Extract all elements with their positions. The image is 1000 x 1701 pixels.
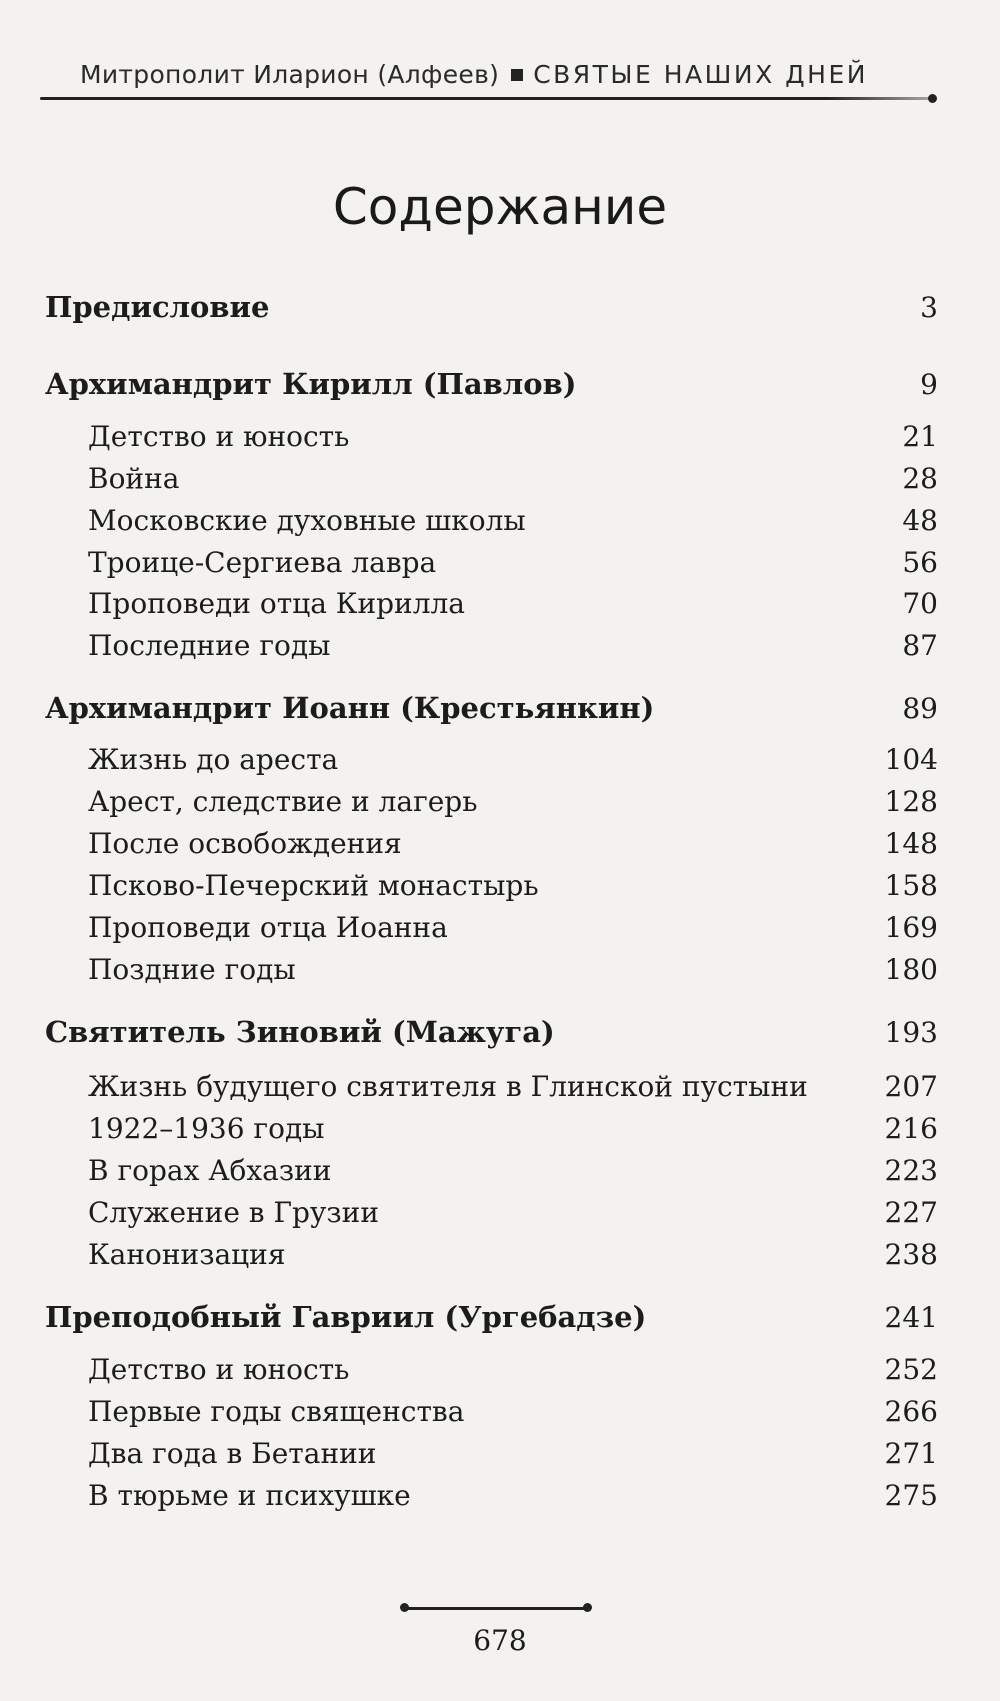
toc-chapter [0, 629, 1000, 662]
toc-chapter-title: Жизнь будущего святителя в Глинской пустыни [88, 1070, 808, 1103]
toc-chapter-page: 238 [884, 1238, 938, 1271]
toc-chapter-title: Служение в Грузии [88, 1196, 380, 1229]
toc-chapter [0, 504, 1000, 537]
toc-part-1 [0, 367, 1000, 401]
toc-chapter [0, 953, 1000, 986]
toc-chapter-page: 223 [884, 1154, 938, 1187]
toc-chapter [0, 743, 1000, 776]
toc-chapter-page: 216 [884, 1112, 938, 1145]
toc-chapter-title: Война [88, 462, 180, 495]
toc-chapter-title: Троице-Сергиева лавра [88, 546, 437, 579]
toc-chapter-title: Канонизация [88, 1238, 286, 1271]
toc-part-page: 89 [902, 692, 938, 725]
toc-chapter [0, 587, 1000, 620]
toc-chapter-title: Арест, следствие и лагерь [88, 785, 478, 818]
toc-chapter-page: 207 [884, 1070, 938, 1103]
toc-part-4 [0, 1300, 1000, 1334]
toc-part-page: 241 [884, 1301, 938, 1334]
toc-chapter-title: Псково-Печерский монастырь [88, 869, 539, 902]
toc-chapter-title: 1922–1936 годы [88, 1112, 325, 1145]
footer-rule [404, 1607, 586, 1610]
toc-chapter-page: 104 [884, 743, 938, 776]
footer-rule-dot-right [583, 1603, 592, 1612]
toc-chapter [0, 1238, 1000, 1271]
toc-chapter-page: 275 [884, 1479, 938, 1512]
toc-heading: Содержание [332, 178, 668, 236]
toc-chapter-page: 266 [884, 1395, 938, 1428]
toc-chapter-page: 128 [884, 785, 938, 818]
toc-chapter [0, 1353, 1000, 1386]
toc-chapter [0, 1112, 1000, 1145]
toc-chapter-title: Первые годы священства [88, 1395, 465, 1428]
toc-entry-preface [0, 290, 1000, 324]
toc-chapter [0, 462, 1000, 495]
toc-chapter [0, 1196, 1000, 1229]
toc-chapter-title: После освобождения [88, 827, 402, 860]
toc-chapter-page: 252 [884, 1353, 938, 1386]
toc-chapter [0, 785, 1000, 818]
toc-chapter-title: Детство и юность [88, 1353, 350, 1386]
toc-part-page: 9 [920, 368, 938, 401]
toc-chapter [0, 1395, 1000, 1428]
toc-chapter [0, 827, 1000, 860]
toc-chapter-page: 28 [902, 462, 938, 495]
toc-chapter-title: Проповеди отца Кирилла [88, 587, 465, 620]
toc-chapter-title: Проповеди отца Иоанна [88, 911, 448, 944]
toc-chapter-page: 271 [884, 1437, 938, 1470]
toc-chapter-title: В горах Абхазии [88, 1154, 332, 1187]
toc-part-title: Святитель Зиновий (Мажуга) [45, 1015, 555, 1049]
toc-part-title: Архимандрит Иоанн (Крестьянкин) [45, 691, 655, 725]
toc-chapter [0, 1437, 1000, 1470]
toc-chapter-title: Московские духовные школы [88, 504, 526, 537]
toc-part-page: 193 [884, 1016, 938, 1049]
toc-chapter-title: Два года в Бетании [88, 1437, 377, 1470]
page-number: 678 [473, 1624, 527, 1657]
toc-chapter-page: 87 [902, 629, 938, 662]
toc-chapter-page: 148 [884, 827, 938, 860]
toc-chapter-title: Последние годы [88, 629, 331, 662]
running-head-author: Митрополит Иларион (Алфеев) [80, 60, 500, 89]
toc-part-3 [0, 1015, 1000, 1049]
toc-chapter-page: 158 [884, 869, 938, 902]
toc-chapter-title: Поздние годы [88, 953, 296, 986]
toc-part-title: Архимандрит Кирилл (Павлов) [45, 367, 577, 401]
toc-chapter-page: 70 [902, 587, 938, 620]
toc-chapter-page: 48 [902, 504, 938, 537]
toc-chapter [0, 420, 1000, 453]
toc-chapter [0, 869, 1000, 902]
toc-part-2 [0, 691, 1000, 725]
toc-part-title: Преподобный Гавриил (Ургебадзе) [45, 1300, 647, 1334]
toc-chapter-page: 21 [902, 420, 938, 453]
toc-chapter-page: 180 [884, 953, 938, 986]
toc-chapter [0, 546, 1000, 579]
toc-chapter-title: Детство и юность [88, 420, 350, 453]
toc-chapter [0, 1154, 1000, 1187]
toc-entry-page: 3 [920, 291, 938, 324]
toc-entry-title: Предисловие [45, 290, 270, 324]
toc-chapter-title: В тюрьме и психушке [88, 1479, 411, 1512]
toc-chapter-title: Жизнь до ареста [88, 743, 339, 776]
toc-chapter [0, 1479, 1000, 1512]
running-head-title: СВЯТЫЕ НАШИХ ДНЕЙ [533, 60, 868, 89]
toc-chapter [0, 911, 1000, 944]
toc-chapter-page: 169 [884, 911, 938, 944]
toc-chapter-page: 56 [902, 546, 938, 579]
toc-chapter-page: 227 [884, 1196, 938, 1229]
toc-chapter [0, 1070, 1000, 1103]
